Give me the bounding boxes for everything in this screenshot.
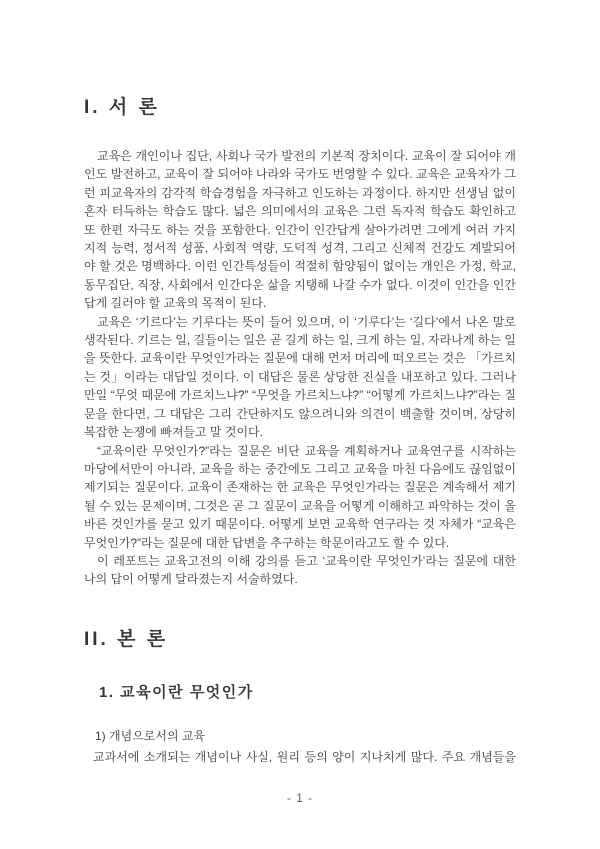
section-2-paragraph: 교과서에 소개되는 개념이나 사실, 원리 등의 양이 지나치게 많다. 주요 개념들을 [93,750,516,765]
section-2-subheading: 1. 교육이란 무엇인가 [99,684,254,701]
section-2-heading: II. 본 론 [84,629,169,650]
body-paragraph: 이 레포트는 교육고전의 이해 강의를 듣고 ‘교육이란 무엇인가’라는 질문에 대한 나의 답이 어떻게 달라졌는지 서술하였다. [84,553,516,587]
section-1-heading: I. 서 론 [84,97,160,118]
page-number: - 1 - [286,791,314,805]
numbered-list-item-heading: 1) 개념으로서의 교육 [95,729,206,743]
body-paragraph: 교육은 개인이나 집단, 사회나 국가 발전의 기본적 장치이다. 교육이 잘 되어야 개인도 발전하고, 교육이 잘 되어야 나라와 국가도 번영할 수 있다. 교육은 교육자가 그런 피교육자의 감각적 학습경험을 자극하고 인도하는 과정이다. 하지만 선생님 없이 혼자 터득하는 학습도 많다. 넓은 의미에서의 교육은 그런 독자적 학습도 확인하고 또 한편 자극도 하는 것을 포함한다. 인간이 인간답게 살아가려면 그에게 여러 가지 지적 능력, 정서적 성품, 사회적 역량, 도덕적 성격, 그리고 신체적 건강도 계발되어야 할 것은 명백하다. 이런 인간특성들이 적절히 함양됨이 없이는 개인은 가정, 학교, 동무집단, 직장, 사회에서 인간다운 삶을 지탱해 나갈 수가 없다. 이것이 인간을 인간답게 길러야 할 교육의 목적이 된다. [84,149,516,311]
body-paragraph: “교육이란 무엇인가?”라는 질문은 비단 교육을 계획하거나 교육연구를 시작하는 마당에서만이 아니라, 교육을 하는 중간에도 그리고 교육을 마친 다음에도 끊임없이 제기되는 질문이다. 교육이 존재하는 한 교육은 무엇인가라는 질문은 계속해서 제기될 수 있는 문제이며, 그것은 곧 그 질문이 교육을 어떻게 이해하고 파악하는 것이 올바른 것인가를 묻고 있기 때문이다. 어떻게 보면 교육학 연구라는 것 자체가 “교육은 무엇인가?”라는 질문에 대한 답변을 추구하는 학문이라고도 할 수 있다. [84,443,516,550]
section-1-body [84,147,516,610]
body-paragraph: 교육은 ‘기르다’는 기루다는 뜻이 들어 있으며, 이 ‘기루다’는 ‘길다’에서 나온 말로 생각된다. 기르는 일, 길들이는 일은 곧 길게 하는 일, 크게 하는 일, 자라나게 하는 일을 뜻한다. 교육이란 무엇인가라는 질문에 대해 먼저 머리에 떠오르는 것은 「가르치는 것」이라는 대답일 것이다. 이 대답은 물론 상당한 진실을 내포하고 있다. 그러나 만일 “무엇 때문에 가르치느냐?” “무엇을 가르치느냐?” “어떻게 가르치느냐?”라는 질문을 한다면, 그 대답은 그리 간단하지도 않으려니와 의견이 백출할 것이며, 상당히 복잡한 논쟁에 빠져들고 말 것이다. [84,314,516,440]
